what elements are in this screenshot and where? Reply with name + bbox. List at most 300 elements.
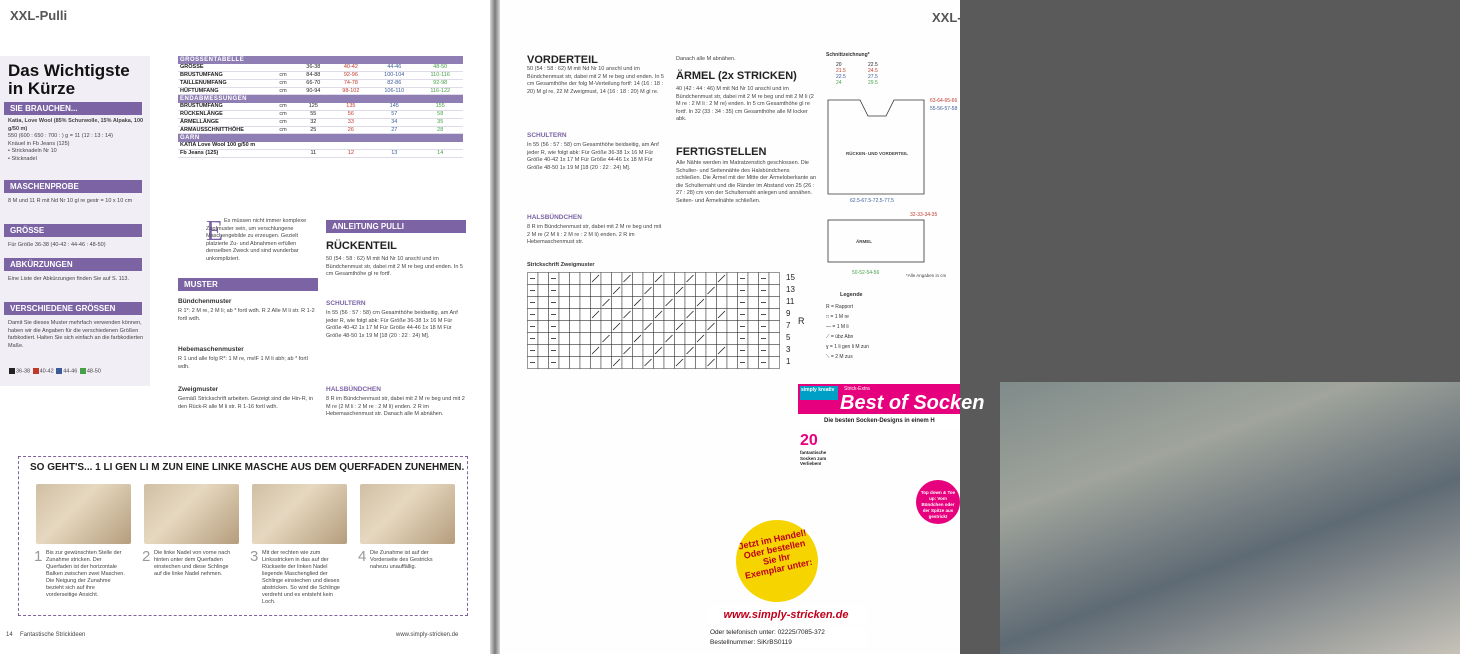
chart-cell bbox=[622, 297, 633, 309]
step-number: 2 bbox=[142, 548, 151, 565]
how-to-title: SO GEHT'S... 1 LI GEN LI M ZUN EINE LINKE MASCHE AUS DEM QUERFADEN ZUNEHMEN. bbox=[30, 462, 465, 473]
table-cell: 66-70 bbox=[296, 79, 331, 87]
table-row bbox=[178, 103, 463, 111]
chart-cell bbox=[559, 297, 570, 309]
table-cell: ÄRMELLÄNGE bbox=[178, 118, 270, 126]
legend-item bbox=[826, 312, 869, 322]
table-section-header bbox=[178, 95, 463, 103]
row-number: 9 bbox=[786, 309, 791, 318]
chart-cell bbox=[727, 285, 738, 297]
anleitung-bar: ANLEITUNG PULLI bbox=[326, 220, 466, 233]
table-cell: RÜCKENLÄNGE bbox=[178, 111, 270, 119]
table-row bbox=[178, 142, 463, 150]
table-cell bbox=[331, 142, 371, 150]
table-row bbox=[178, 126, 463, 134]
chart-cell bbox=[580, 297, 591, 309]
table-cell: cm bbox=[270, 111, 296, 119]
table-cell: 26 bbox=[331, 126, 371, 134]
chart-cell bbox=[633, 309, 644, 321]
table-cell: cm bbox=[270, 103, 296, 111]
chart-cell bbox=[696, 309, 707, 321]
chart-cell bbox=[664, 357, 675, 369]
schnitt-sleeve-width: 50-52-54-56 bbox=[852, 270, 880, 276]
advert-url[interactable]: www.simply-stricken.de bbox=[706, 606, 866, 624]
legend-text: = übz Abn bbox=[830, 334, 854, 340]
section-header-cell: GARN bbox=[178, 134, 463, 142]
schnitt-top bbox=[836, 62, 846, 86]
advert-order: Bestellnummer: SiKrBS0119 bbox=[706, 638, 866, 647]
intro-text: Es müssen nicht immer komplexe Zopfmuster sein, um verschlungene Maschengebilde zu erzeugen. Gezielt platzierte Zu- und Abnahmen erfüllen denselben Zweck und sind wunderbar unkompliziert. bbox=[206, 218, 307, 262]
chart-cell bbox=[601, 309, 612, 321]
chart-cell bbox=[622, 333, 633, 345]
chart-cell bbox=[748, 297, 759, 309]
page-number: 14 bbox=[6, 632, 13, 638]
size-label: 40-42 bbox=[39, 368, 54, 375]
chart-cell bbox=[612, 297, 623, 309]
table-section-header bbox=[178, 134, 463, 142]
chart-cell bbox=[538, 297, 549, 309]
schnitt-val: 27.5 bbox=[868, 74, 878, 80]
table-cell: cm bbox=[270, 126, 296, 134]
step-photo bbox=[252, 484, 347, 544]
chart-cell bbox=[580, 357, 591, 369]
chart-cell bbox=[727, 297, 738, 309]
chart-cell bbox=[727, 333, 738, 345]
chart-cell bbox=[538, 285, 549, 297]
table-cell: TAILLENUMFANG bbox=[178, 79, 270, 87]
table-cell: 55 bbox=[296, 111, 331, 119]
size-label: 36-38 bbox=[16, 368, 31, 375]
table-cell: 100-104 bbox=[371, 72, 417, 80]
chart-cell bbox=[622, 285, 633, 297]
chart-cell bbox=[643, 309, 654, 321]
muster-bar: MUSTER bbox=[178, 278, 318, 291]
chart-cell bbox=[591, 321, 602, 333]
table-cell bbox=[270, 150, 296, 158]
table-row bbox=[178, 150, 463, 158]
row-number: 11 bbox=[786, 297, 795, 306]
table-cell: 98-102 bbox=[331, 87, 371, 95]
advert-burst: Jetzt im Handel! Oder bestellen Sie Ihr Exemplar unter: bbox=[728, 512, 825, 609]
table-cell: 34 bbox=[371, 118, 417, 126]
left-page bbox=[0, 0, 490, 654]
legend-text: = 1 M re bbox=[830, 314, 849, 320]
table-cell: GRÖSSE bbox=[178, 64, 270, 72]
section-abk: ABKÜRZUNGEN bbox=[4, 258, 142, 271]
chart-cell bbox=[696, 273, 707, 285]
legend-text: = Rapport bbox=[831, 304, 854, 310]
row-number: 3 bbox=[786, 345, 791, 354]
zweig-heading: Zweigmuster bbox=[178, 386, 219, 393]
chart-cell bbox=[696, 285, 707, 297]
chart-cell bbox=[622, 357, 633, 369]
schnitt-right2: 55-56-57-58 bbox=[930, 106, 958, 112]
advert-phone: Oder telefonisch unter: 02225/7085-372 bbox=[706, 628, 866, 637]
legend-symbol-icon: R bbox=[826, 304, 831, 310]
legend-symbol-icon: ⟍ bbox=[826, 354, 831, 360]
chart-cell bbox=[570, 333, 581, 345]
chart-cell bbox=[706, 345, 717, 357]
table-cell: 58 bbox=[417, 111, 463, 119]
chart-cell bbox=[654, 297, 665, 309]
legend-text: = 1 M li bbox=[832, 324, 849, 330]
schnitt-val: 20 bbox=[836, 62, 842, 68]
table-cell: Fb Jeans (125) bbox=[178, 150, 270, 158]
schul-heading: SCHULTERN bbox=[527, 132, 567, 139]
table-cell: 106-110 bbox=[371, 87, 417, 95]
table-cell: 116-122 bbox=[417, 87, 463, 95]
chart-cell bbox=[612, 345, 623, 357]
advert-badge: Top down & Toe up: Vom Bündchen oder der Spitze aus gestrickt bbox=[916, 480, 960, 524]
hals-text: 8 R im Bündchenmust str, dabei mit 2 M re beg und mit 2 M re (2 M li : 2 M re : 2 M li) enden. 2 R im Hebemaschenmust str. Danach alle M abnähen. bbox=[326, 396, 465, 417]
chart-cell bbox=[580, 273, 591, 285]
chart-cell bbox=[769, 309, 780, 321]
chart-cell bbox=[717, 333, 728, 345]
versch-text: Damit Sie dieses Muster mehrfach verwenden können, haben wir die Angaben für die verschiedenen Größen farbkodiert. Halten Sie sich einfach an die farbkodierten Maße. bbox=[8, 320, 144, 349]
chart-cell bbox=[591, 285, 602, 297]
step-caption: Die linke Nadel von vorne nach hinten unter dem Querfaden einstechen und diese Schlinge auf die linke Nadel nehmen. bbox=[154, 550, 231, 577]
chart-cell bbox=[769, 333, 780, 345]
chart-cell bbox=[727, 273, 738, 285]
chart-cell bbox=[612, 309, 623, 321]
legend-item bbox=[826, 322, 869, 332]
summary-title: Das Wichtigste in Kürze bbox=[8, 61, 130, 98]
page-gutter bbox=[490, 0, 500, 654]
row-number: 1 bbox=[786, 357, 791, 366]
table-cell: 90-94 bbox=[296, 87, 331, 95]
chart-cell bbox=[538, 357, 549, 369]
chart-cell bbox=[717, 357, 728, 369]
chart-cell bbox=[612, 273, 623, 285]
table-section-header bbox=[178, 56, 463, 64]
chart-cell bbox=[570, 345, 581, 357]
brauchen-line: Knäuel in Fb Jeans (125) bbox=[8, 140, 70, 147]
chart-cell bbox=[769, 345, 780, 357]
vorder-heading: VORDERTEIL bbox=[527, 54, 598, 66]
chart-cell bbox=[654, 321, 665, 333]
chart-cell bbox=[748, 285, 759, 297]
schul-heading: SCHULTERN bbox=[326, 300, 366, 307]
table-cell: 25 bbox=[296, 126, 331, 134]
table-cell bbox=[270, 64, 296, 72]
chart-cell bbox=[601, 285, 612, 297]
chart-cell bbox=[664, 273, 675, 285]
chart-cell bbox=[769, 285, 780, 297]
fertig-text: Alle Nähte werden im Matratzenstich geschlossen. Die Schulter- und Seitennähte des Halsbündchens schließen. Die Ärmel mit der Mitte der Ärmeloberkante an die Schulternaht und die Ränder im Abstand von 25 (26 : 27 : 28) cm von der Schulternaht anlegen und annähen. Seiten- und Ärmelnähte schließen. bbox=[676, 160, 816, 204]
table-cell: 125 bbox=[296, 103, 331, 111]
legend-symbol-icon: □ bbox=[826, 314, 831, 320]
legend-title: Legende bbox=[840, 292, 863, 298]
knitting-chart bbox=[527, 272, 795, 368]
chart-cell bbox=[622, 321, 633, 333]
legend-list bbox=[826, 302, 869, 362]
table-row bbox=[178, 87, 463, 95]
size-swatches bbox=[8, 368, 146, 376]
rueck-text: 50 (54 : 58 : 62) M mit Nd Nr 10 anschl und im Bündchenmust str, dabei mit 2 M re beg und enden. In 5 cm Gesamthöhe gl re fortf. bbox=[326, 256, 463, 277]
zweig-text: Gemäß Strickschrift arbeiten. Gezeigt sind die Hin-R, in den Rück-R alle M li str. R 1-16 fortl wdh. bbox=[178, 396, 314, 410]
chart-cell bbox=[664, 321, 675, 333]
row-number: 7 bbox=[786, 321, 791, 330]
table-cell bbox=[296, 142, 331, 150]
table-cell: 56 bbox=[331, 111, 371, 119]
step-caption: Mit der rechten wie zum Linksstricken in das auf der Rückseite der linken Nadel liegende Maschenglied der Schlinge einstechen und dieses abstricken. So wird die Schlinge verdreht und es entsteht kein Loch. bbox=[262, 550, 340, 605]
brauchen-line: Katia, Love Wool (85% Schurwolle, 15% Alpaka, 100 g/50 m) bbox=[8, 118, 144, 132]
chart-cell bbox=[559, 321, 570, 333]
chart-cell bbox=[559, 285, 570, 297]
table-cell: 33 bbox=[331, 118, 371, 126]
table-cell: 13 bbox=[371, 150, 417, 158]
chart-cell bbox=[559, 273, 570, 285]
chart-cell bbox=[675, 297, 686, 309]
chart-cell bbox=[559, 309, 570, 321]
chart-cell bbox=[654, 357, 665, 369]
advert-20: 20 bbox=[800, 432, 818, 449]
chart-cell bbox=[769, 297, 780, 309]
legend-item bbox=[826, 352, 869, 362]
chart-cell bbox=[748, 333, 759, 345]
vorder-text: 50 (54 : 58 : 62) M mit Nd Nr 10 anschl und im Bündchenmust str, dabei mit 2 M re beg und enden. In 5 cm Gesamthöhe der folg M-Verteilung fortf: 14 (16 : 18 : 20) M gl re, 22 M Zweigmust, 14 (16 : 18 : 20) M gl re. bbox=[527, 66, 664, 95]
probe-text: 8 M und 11 R mit Nd Nr 10 gl re gestr = 10 x 10 cm bbox=[8, 198, 133, 204]
chart-cell bbox=[633, 357, 644, 369]
schnitt-sleeve-label: ÄRMEL bbox=[856, 239, 872, 244]
table-cell: 40-42 bbox=[331, 64, 371, 72]
brauchen-line: 550 (600 : 650 : 700 : ) g = 11 (12 : 13 : 14) bbox=[8, 133, 113, 139]
size-swatch bbox=[33, 368, 39, 374]
step-caption: Bis zur gewünschten Stelle der Zunahme stricken. Der Querfaden ist der horizontale Balken zwischen zwei Maschen. Die Neigung der Zunahme bezieht sich auf ihre vorderseitige Ansicht. bbox=[46, 550, 125, 598]
table-row bbox=[178, 72, 463, 80]
chart-cell bbox=[748, 273, 759, 285]
chart-cell bbox=[706, 297, 717, 309]
step-number: 1 bbox=[34, 548, 43, 565]
brauchen-text bbox=[8, 118, 146, 163]
bundchen-text: R 1*: 2 M re, 2 M li; ab * fortl wdh. R 2 Alle M li str. R 1-2 fortl wdh. bbox=[178, 308, 315, 322]
table-cell: cm bbox=[270, 79, 296, 87]
chart-cell bbox=[538, 309, 549, 321]
chart-cell bbox=[601, 273, 612, 285]
legend-text: = 2 M zus bbox=[830, 354, 853, 360]
schnitt-sleeve-height: 32-33-34-35 bbox=[910, 212, 938, 218]
legend-item bbox=[826, 302, 869, 312]
table-cell: HÜFTUMFANG bbox=[178, 87, 270, 95]
legend-item bbox=[826, 332, 869, 342]
chart-cell bbox=[559, 345, 570, 357]
chart-cell bbox=[570, 285, 581, 297]
chart-cell bbox=[633, 273, 644, 285]
chart-cell bbox=[643, 333, 654, 345]
table-cell bbox=[270, 142, 296, 150]
hals-heading: HALSBÜNDCHEN bbox=[326, 386, 381, 393]
chart-cell bbox=[559, 333, 570, 345]
chart-cell bbox=[748, 345, 759, 357]
legend-text: = 1 li gen li M zun bbox=[829, 344, 869, 350]
chart-cell bbox=[570, 357, 581, 369]
chart-cell bbox=[570, 309, 581, 321]
footer-url: www.simply-stricken.de bbox=[396, 632, 459, 638]
schnitt-val: 29.5 bbox=[868, 80, 878, 86]
table-cell: 74-78 bbox=[331, 79, 371, 87]
schematic-drawing bbox=[824, 90, 960, 276]
chart-cell bbox=[654, 333, 665, 345]
table-cell: 44-46 bbox=[371, 64, 417, 72]
chart-cell bbox=[748, 321, 759, 333]
section-header-cell: GRÖSSENTABELLE bbox=[178, 56, 463, 64]
table-cell: 92-98 bbox=[417, 79, 463, 87]
chart-cell bbox=[685, 297, 696, 309]
table-cell: 36-38 bbox=[296, 64, 331, 72]
drop-cap: E bbox=[206, 216, 224, 247]
section-probe: MASCHENPROBE bbox=[4, 180, 142, 193]
chart-cell bbox=[717, 285, 728, 297]
chart-cell bbox=[654, 285, 665, 297]
chart-cell bbox=[685, 321, 696, 333]
brauchen-line: • Sticknadel bbox=[8, 155, 37, 162]
chart-cell bbox=[570, 297, 581, 309]
chart-cell bbox=[591, 333, 602, 345]
step-photo bbox=[36, 484, 131, 544]
table-cell: 35 bbox=[417, 118, 463, 126]
chart-cell bbox=[696, 357, 707, 369]
step-caption: Die Zunahme ist auf der Vorderseite des Gestricks nahezu unauffällig. bbox=[370, 550, 433, 570]
table-cell: 84-88 bbox=[296, 72, 331, 80]
table-cell bbox=[417, 142, 463, 150]
size-swatch bbox=[80, 368, 86, 374]
section-versch: VERSCHIEDENE GRÖSSEN bbox=[4, 302, 142, 315]
table-cell: 145 bbox=[371, 103, 417, 111]
advert-extra: Strick-Extra bbox=[844, 386, 870, 392]
table-cell bbox=[371, 142, 417, 150]
chart-cell bbox=[685, 285, 696, 297]
chart-cell bbox=[643, 273, 654, 285]
chart-cell bbox=[601, 321, 612, 333]
chart-cell bbox=[538, 333, 549, 345]
aermel-text: 40 (42 : 44 : 46) M mit Nd Nr 10 anschl und im Bündchenmust str, dabei mit 2 M re beg und mit 2 M li (2 M re : 2 M li : 2 M re) enden. In 5 cm Gesamthöhe gl re fortf. In 32 (33 : 34 : 35) cm Gesamthöhe alle M locker abk. bbox=[676, 86, 814, 122]
table-cell: 48-50 bbox=[417, 64, 463, 72]
bundchen-heading: Bündchenmuster bbox=[178, 298, 232, 305]
table-row bbox=[178, 118, 463, 126]
schnitt-note: *Alle Angaben in cm bbox=[906, 273, 947, 278]
table-cell: ARMAUSSCHNITTHÖHE bbox=[178, 126, 270, 134]
table-cell: 155 bbox=[417, 103, 463, 111]
chart-cell bbox=[633, 321, 644, 333]
row-number: 15 bbox=[786, 273, 795, 282]
chart-cell bbox=[748, 309, 759, 321]
hebe-heading: Hebemaschenmuster bbox=[178, 346, 244, 353]
chart-cell bbox=[706, 333, 717, 345]
hebe-text: R 1 und alle folg R*: 1 M re, mvlF 1 M li abh; ab * fortl wdh. bbox=[178, 356, 308, 370]
legend-symbol-icon: ɣ bbox=[826, 344, 830, 350]
hals-heading: HALSBÜNDCHEN bbox=[527, 214, 582, 221]
schnitt-body-label: RÜCKEN- UND VORDERTEIL bbox=[846, 151, 909, 156]
row-numbers bbox=[786, 272, 798, 368]
table-cell: cm bbox=[270, 72, 296, 80]
chart-cell bbox=[559, 357, 570, 369]
table-row bbox=[178, 111, 463, 119]
legend-item bbox=[826, 342, 869, 352]
table-cell: BRUSTUMFANG bbox=[178, 72, 270, 80]
table-cell: cm bbox=[270, 118, 296, 126]
table-cell: 92-96 bbox=[331, 72, 371, 80]
right-page bbox=[500, 0, 985, 654]
legend-symbol-icon: ⟋ bbox=[826, 334, 831, 340]
table-cell: BRUSTUMFANG bbox=[178, 103, 270, 111]
chart-cell bbox=[538, 321, 549, 333]
magazine-name: Fantastische Strickideen bbox=[20, 632, 86, 638]
chart-cell bbox=[538, 273, 549, 285]
table-row bbox=[178, 79, 463, 87]
advert-20-text: fantastische Socken zum Verlieben! bbox=[800, 450, 827, 466]
chart-cell bbox=[727, 309, 738, 321]
chart-cell bbox=[643, 345, 654, 357]
table-cell: 27 bbox=[371, 126, 417, 134]
chart-cell bbox=[769, 273, 780, 285]
chart-cell bbox=[727, 357, 738, 369]
table-cell: 57 bbox=[371, 111, 417, 119]
page-header: XXL- bbox=[932, 10, 962, 25]
chart-cell bbox=[675, 309, 686, 321]
chart-cell bbox=[675, 345, 686, 357]
chart-cell bbox=[727, 321, 738, 333]
chart-cell bbox=[591, 297, 602, 309]
schnitt-val: 22.5 bbox=[836, 74, 846, 80]
section-brauchen: SIE BRAUCHEN... bbox=[4, 102, 142, 115]
step-number: 4 bbox=[358, 548, 367, 565]
abk-text: Eine Liste der Abkürzungen finden Sie auf S. 113. bbox=[8, 276, 129, 282]
row-number: 5 bbox=[786, 333, 791, 342]
chart-cell bbox=[675, 333, 686, 345]
section-groesse: GRÖSSE bbox=[4, 224, 142, 237]
row-number: 13 bbox=[786, 285, 795, 294]
chart-cell bbox=[664, 345, 675, 357]
chart-cell bbox=[769, 321, 780, 333]
hals-text: 8 R im Bündchenmust str, dabei mit 2 M re beg und mit 2 M re (2 M li : 2 M re : 2 M li) enden. 2 R im Hebemaschenmust str. bbox=[527, 224, 662, 245]
size-label: 48-50 bbox=[86, 368, 101, 375]
schnitt-val: 24 bbox=[836, 80, 842, 86]
chart-cell bbox=[601, 345, 612, 357]
schnitt-val: 21.5 bbox=[836, 68, 846, 74]
section-header-cell: ENDABMESSUNGEN bbox=[178, 95, 463, 103]
advert-title: Best of Socken bbox=[840, 392, 985, 414]
chart-cell bbox=[570, 273, 581, 285]
r-label: R bbox=[798, 316, 805, 326]
schnitt-width: 62.5-67.5-72.5-77.5 bbox=[850, 198, 894, 204]
table-cell: KATIA Love Wool 100 g/50 m bbox=[178, 142, 270, 150]
chart-cell bbox=[706, 309, 717, 321]
schnitt-top2 bbox=[868, 62, 878, 86]
table-cell: 12 bbox=[331, 150, 371, 158]
chart-cell bbox=[580, 345, 591, 357]
chart-cell bbox=[664, 285, 675, 297]
table-cell: 110-116 bbox=[417, 72, 463, 80]
chart-cell bbox=[591, 357, 602, 369]
page-header: XXL-Pulli bbox=[10, 8, 68, 23]
rueck-heading: RÜCKENTEIL bbox=[326, 240, 397, 252]
chart-cell bbox=[601, 357, 612, 369]
chart-cell bbox=[580, 333, 591, 345]
chart-cell bbox=[538, 345, 549, 357]
chart-cell bbox=[717, 297, 728, 309]
schul-text: In 55 (56 : 57 : 58) cm Gesamthöhe beidseitig, am Anf jeder R, wie folgt abk: Für Größe 36-38 1x 16 M Für Größe 40-42 1x 17 M Für Größe 44-46 1x 18 M Für Größe 48-50 1x 19 M [18 (20 : 22 : 24) M]. bbox=[527, 142, 659, 171]
table-cell: 11 bbox=[296, 150, 331, 158]
legend-symbol-icon: — bbox=[826, 324, 833, 330]
chart-cell bbox=[664, 309, 675, 321]
size-table bbox=[178, 56, 463, 158]
table-cell: 135 bbox=[331, 103, 371, 111]
schnitt-val: 22.5 bbox=[868, 62, 878, 68]
chart-cell bbox=[570, 321, 581, 333]
step-photo bbox=[144, 484, 239, 544]
chart-cell bbox=[580, 321, 591, 333]
advert-sub: Die besten Socken-Designs in einem H bbox=[800, 416, 960, 428]
